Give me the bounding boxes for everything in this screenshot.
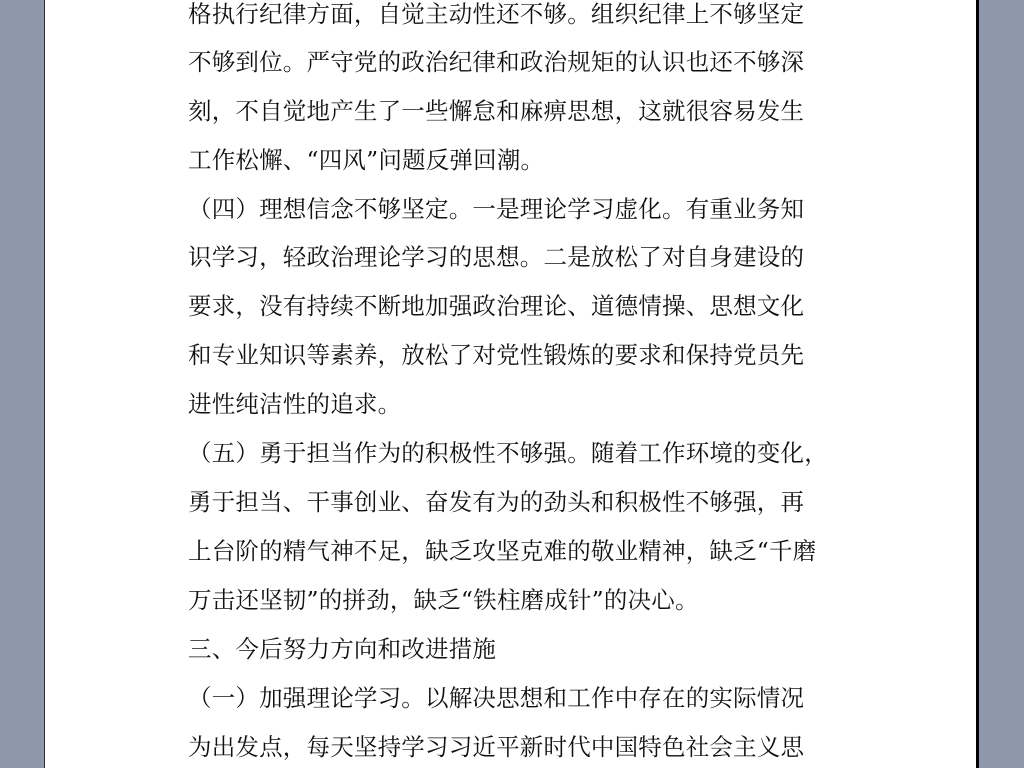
text-line: 工作松懈、“四风”问题反弹回潮。 bbox=[188, 146, 545, 174]
text-line: 不够到位。严守党的政治纪律和政治规矩的认识也还不够深 bbox=[188, 48, 805, 76]
text-line: 上台阶的精气神不足，缺乏攻坚克难的敬业精神，缺乏“千磨 bbox=[188, 537, 817, 565]
text-line: 要求，没有持续不断地加强政治理论、道德情操、思想文化 bbox=[188, 292, 805, 320]
text-line: 万击还坚韧”的拼劲，缺乏“铁柱磨成针”的决心。 bbox=[188, 586, 699, 614]
text-line: 勇于担当、干事创业、奋发有为的劲头和积极性不够强，再 bbox=[188, 488, 805, 516]
text-line: 刻，不自觉地产生了一些懈怠和麻痹思想，这就很容易发生 bbox=[188, 97, 805, 125]
text-line: 和专业知识等素养，放松了对党性锻炼的要求和保持党员先 bbox=[188, 341, 805, 369]
text-line: 识学习，轻政治理论学习的思想。二是放松了对自身建设的 bbox=[188, 243, 805, 271]
document-page[interactable] bbox=[44, 0, 979, 768]
text-line: （五）勇于担当作为的积极性不够强。随着工作环境的变化， bbox=[188, 439, 828, 467]
section-heading: 三、今后努力方向和改进措施 bbox=[188, 635, 497, 663]
text-line: （四）理想信念不够坚定。一是理论学习虚化。有重业务知 bbox=[188, 195, 805, 223]
text-line: （一）加强理论学习。以解决思想和工作中存在的实际情况 bbox=[188, 684, 805, 712]
text-line: 为出发点，每天坚持学习习近平新时代中国特色社会主义思 bbox=[188, 733, 805, 761]
text-line: 进性纯洁性的追求。 bbox=[188, 390, 402, 418]
text-line: 格执行纪律方面，自觉主动性还不够。组织纪律上不够坚定 bbox=[188, 0, 805, 28]
